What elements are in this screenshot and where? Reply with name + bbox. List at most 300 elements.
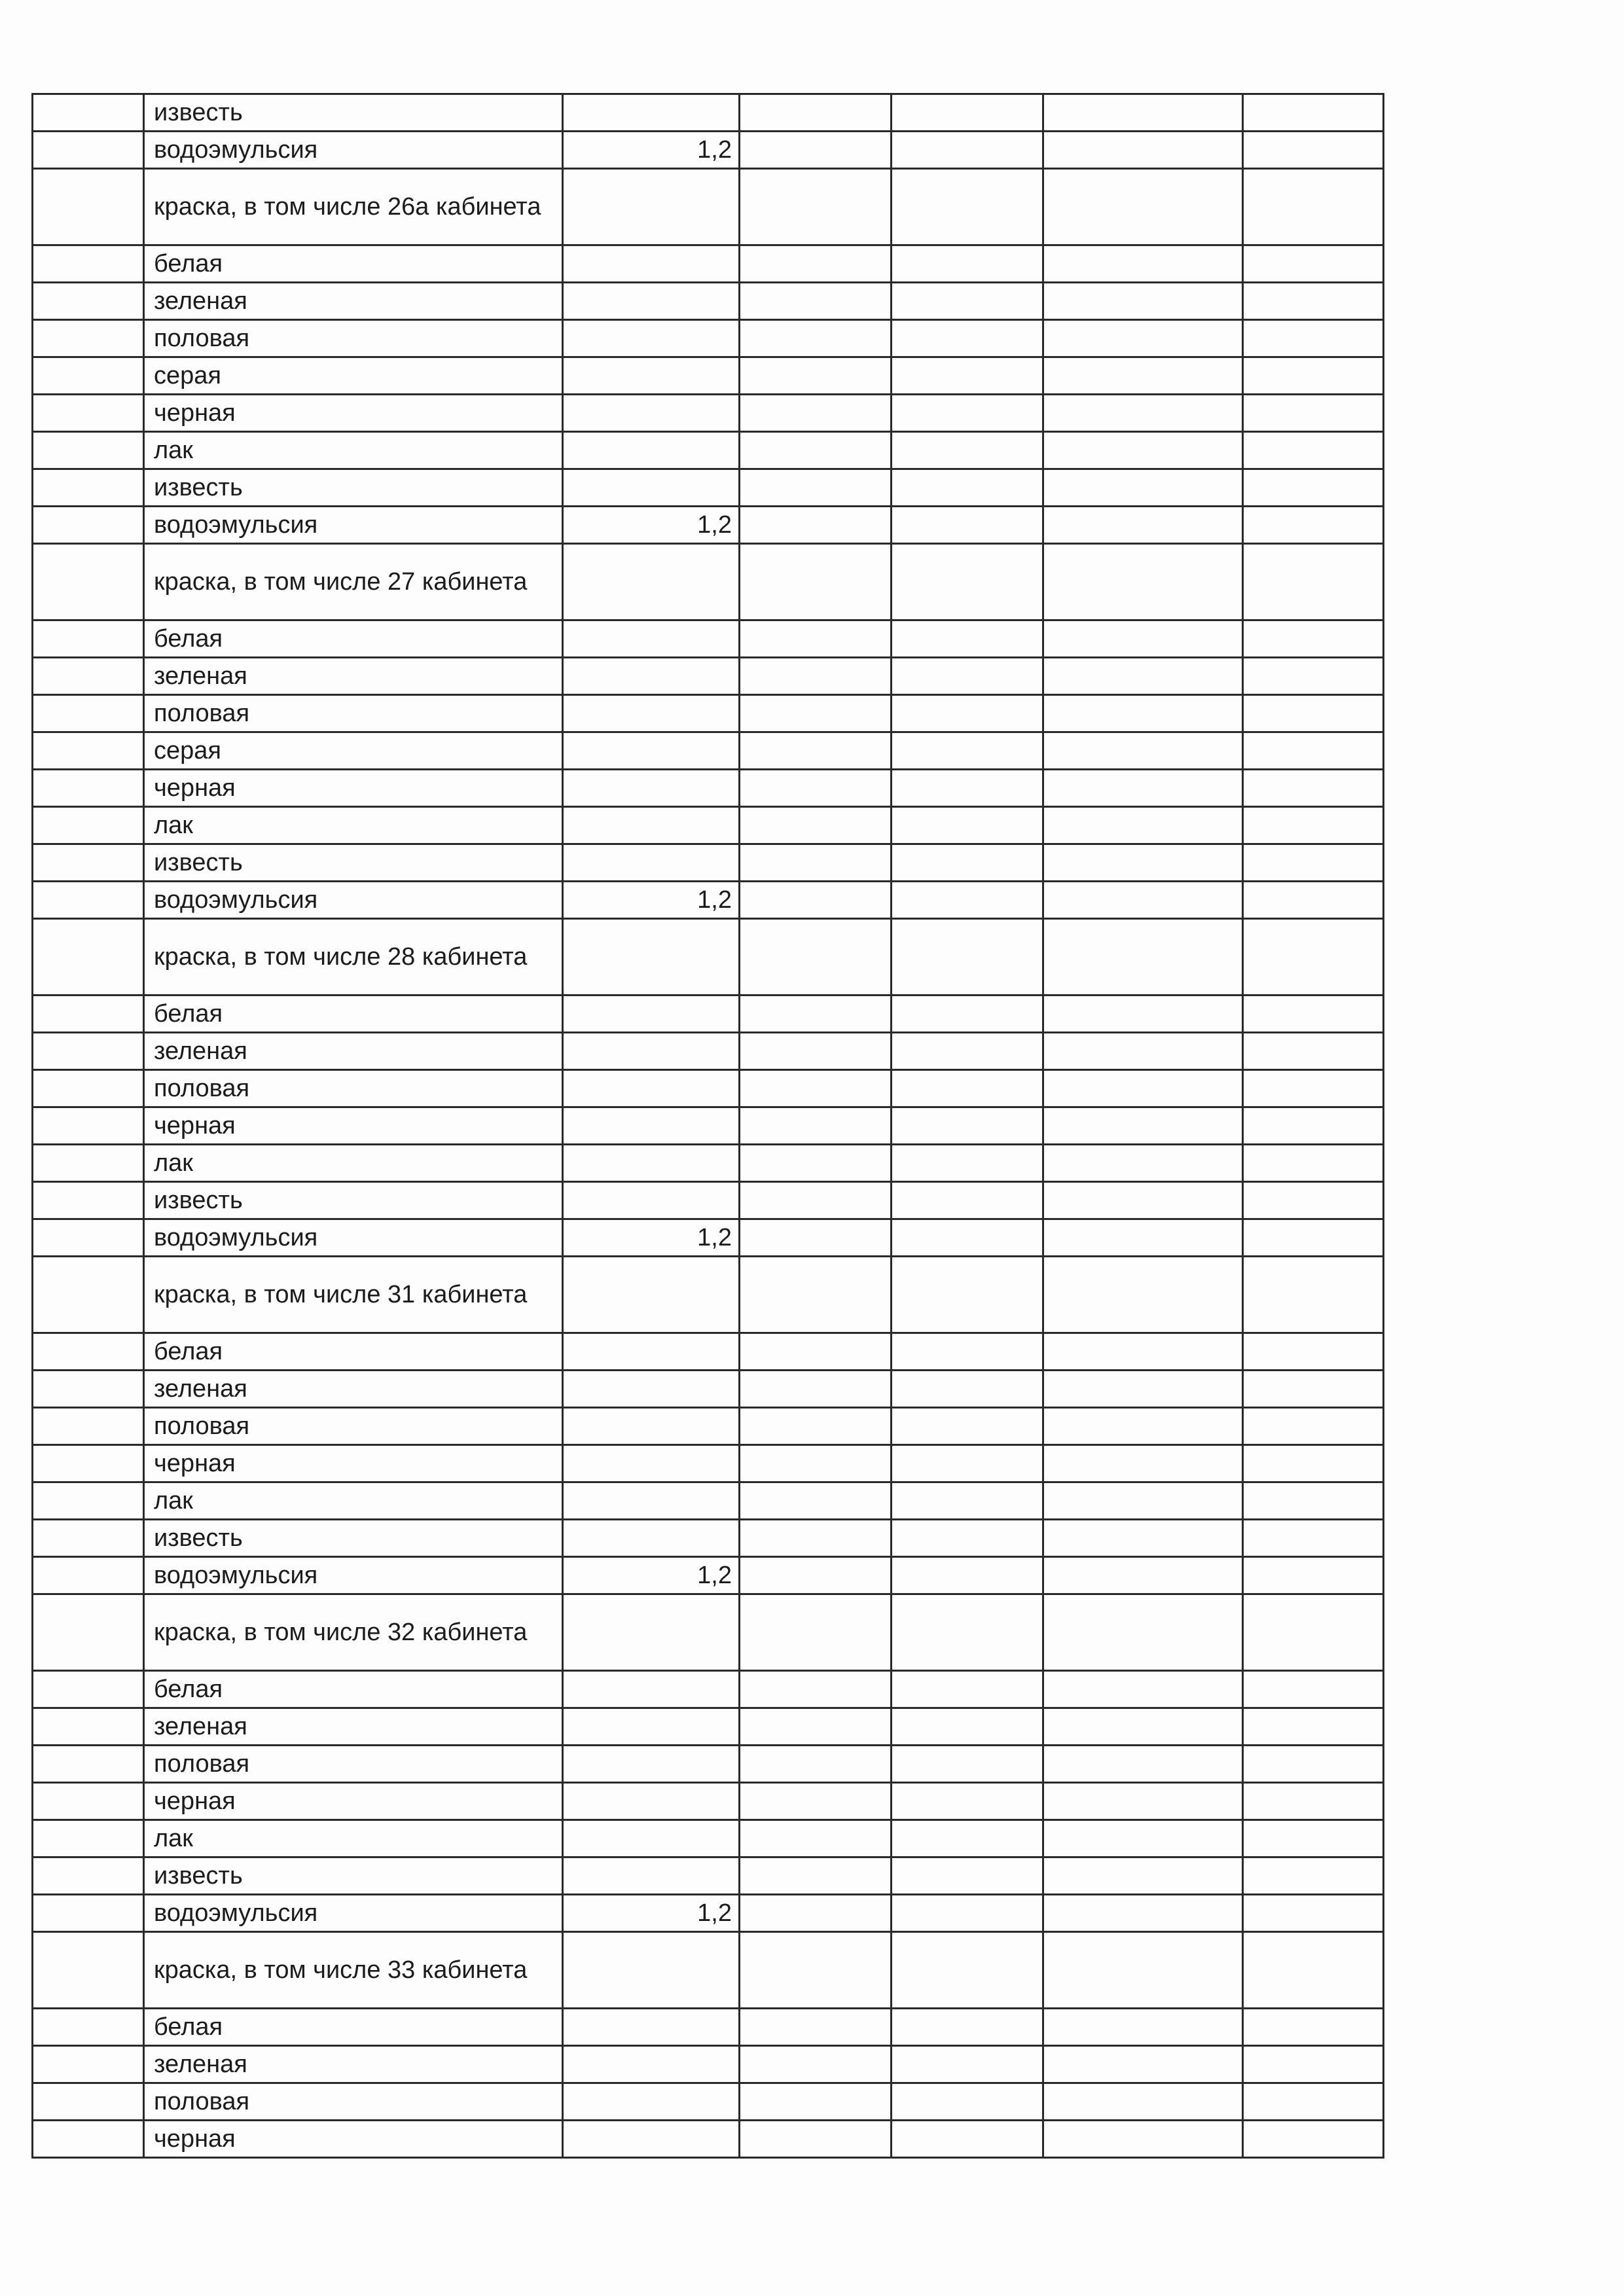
item-name-cell: водоэмульсия (144, 507, 563, 544)
quantity-cell (563, 1820, 740, 1857)
empty-cell (740, 2046, 892, 2083)
index-cell (33, 1857, 144, 1895)
index-cell (33, 882, 144, 919)
table-row (33, 169, 1384, 245)
empty-cell (1243, 1746, 1384, 1783)
empty-cell (740, 1182, 892, 1219)
item-name-cell: известь (144, 844, 563, 882)
quantity-cell (563, 395, 740, 432)
empty-cell (740, 658, 892, 695)
table-row (33, 1708, 1384, 1746)
item-name-cell: краска, в том числе 27 кабинета (144, 544, 563, 620)
empty-cell (1043, 245, 1243, 283)
table-row (33, 1932, 1384, 2009)
empty-cell (1243, 1371, 1384, 1408)
index-cell (33, 1107, 144, 1145)
empty-cell (740, 2083, 892, 2121)
empty-cell (1243, 1857, 1384, 1895)
empty-cell (740, 357, 892, 395)
empty-cell (1043, 357, 1243, 395)
empty-cell (740, 732, 892, 770)
index-cell (33, 2083, 144, 2121)
empty-cell (1043, 432, 1243, 469)
empty-cell (1243, 882, 1384, 919)
index-cell (33, 658, 144, 695)
item-name-cell: зеленая (144, 283, 563, 320)
table-row (33, 1107, 1384, 1145)
empty-cell (1043, 1857, 1243, 1895)
empty-cell (1043, 169, 1243, 245)
table-row (33, 2121, 1384, 2158)
empty-cell (892, 658, 1043, 695)
quantity-cell (563, 1070, 740, 1107)
table-row (33, 1182, 1384, 1219)
empty-cell (892, 245, 1043, 283)
item-name-cell: половая (144, 1408, 563, 1445)
empty-cell (1243, 245, 1384, 283)
index-cell (33, 919, 144, 996)
index-cell (33, 1708, 144, 1746)
index-cell (33, 1033, 144, 1070)
table-row (33, 357, 1384, 395)
item-name-cell: черная (144, 1107, 563, 1145)
empty-cell (1243, 132, 1384, 169)
empty-cell (1243, 169, 1384, 245)
table-row (33, 919, 1384, 996)
empty-cell (1243, 544, 1384, 620)
empty-cell (1243, 1145, 1384, 1182)
empty-cell (1243, 732, 1384, 770)
table-row (33, 432, 1384, 469)
table-row (33, 1145, 1384, 1182)
index-cell (33, 695, 144, 732)
index-cell (33, 844, 144, 882)
empty-cell (740, 1033, 892, 1070)
empty-cell (740, 1445, 892, 1482)
empty-cell (1043, 882, 1243, 919)
table-row (33, 1033, 1384, 1070)
index-cell (33, 507, 144, 544)
quantity-cell (563, 919, 740, 996)
empty-cell (1043, 1783, 1243, 1820)
empty-cell (892, 395, 1043, 432)
empty-cell (892, 1145, 1043, 1182)
empty-cell (740, 807, 892, 844)
empty-cell (740, 320, 892, 357)
empty-cell (1243, 1520, 1384, 1557)
table-row (33, 1371, 1384, 1408)
empty-cell (1043, 1408, 1243, 1445)
empty-cell (892, 1746, 1043, 1783)
item-name-cell: половая (144, 320, 563, 357)
quantity-cell (563, 245, 740, 283)
index-cell (33, 544, 144, 620)
quantity-cell: 1,2 (563, 1219, 740, 1257)
quantity-cell: 1,2 (563, 1895, 740, 1932)
item-name-cell: лак (144, 1482, 563, 1520)
table-row (33, 94, 1384, 132)
empty-cell (740, 2009, 892, 2046)
table-row (33, 1070, 1384, 1107)
item-name-cell: водоэмульсия (144, 1895, 563, 1932)
quantity-cell (563, 2009, 740, 2046)
empty-cell (1243, 1107, 1384, 1145)
empty-cell (1043, 507, 1243, 544)
empty-cell (1043, 395, 1243, 432)
table-row (33, 1333, 1384, 1371)
empty-cell (1043, 1557, 1243, 1594)
empty-cell (892, 283, 1043, 320)
table-row (33, 1557, 1384, 1594)
empty-cell (1043, 1708, 1243, 1746)
empty-cell (1043, 620, 1243, 658)
index-cell (33, 1820, 144, 1857)
empty-cell (892, 469, 1043, 507)
item-name-cell: водоэмульсия (144, 882, 563, 919)
empty-cell (740, 1557, 892, 1594)
empty-cell (740, 620, 892, 658)
quantity-cell (563, 844, 740, 882)
quantity-cell: 1,2 (563, 1557, 740, 1594)
empty-cell (892, 1070, 1043, 1107)
empty-cell (740, 1895, 892, 1932)
table-row (33, 1857, 1384, 1895)
table-row (33, 132, 1384, 169)
table-row (33, 507, 1384, 544)
empty-cell (1243, 1932, 1384, 2009)
index-cell (33, 1746, 144, 1783)
quantity-cell (563, 1033, 740, 1070)
empty-cell (892, 1445, 1043, 1482)
quantity-cell (563, 807, 740, 844)
empty-cell (1243, 1257, 1384, 1333)
empty-cell (892, 1783, 1043, 1820)
quantity-cell (563, 94, 740, 132)
empty-cell (892, 2121, 1043, 2158)
empty-cell (892, 132, 1043, 169)
empty-cell (1043, 1145, 1243, 1182)
empty-cell (1043, 1033, 1243, 1070)
empty-cell (1243, 1594, 1384, 1671)
quantity-cell (563, 2121, 740, 2158)
empty-cell (740, 1857, 892, 1895)
empty-cell (1043, 1520, 1243, 1557)
empty-cell (1243, 507, 1384, 544)
empty-cell (740, 395, 892, 432)
quantity-cell (563, 996, 740, 1033)
index-cell (33, 320, 144, 357)
empty-cell (1043, 732, 1243, 770)
empty-cell (740, 1482, 892, 1520)
quantity-cell (563, 732, 740, 770)
index-cell (33, 1070, 144, 1107)
empty-cell (892, 620, 1043, 658)
empty-cell (1243, 320, 1384, 357)
index-cell (33, 2009, 144, 2046)
quantity-cell (563, 1746, 740, 1783)
table-row (33, 1482, 1384, 1520)
empty-cell (1243, 283, 1384, 320)
empty-cell (892, 1333, 1043, 1371)
table-row (33, 283, 1384, 320)
index-cell (33, 94, 144, 132)
empty-cell (892, 844, 1043, 882)
empty-cell (1243, 395, 1384, 432)
item-name-cell: лак (144, 1820, 563, 1857)
index-cell (33, 357, 144, 395)
quantity-cell (563, 1408, 740, 1445)
table-row (33, 996, 1384, 1033)
empty-cell (892, 1482, 1043, 1520)
empty-cell (1243, 1333, 1384, 1371)
table-row (33, 469, 1384, 507)
quantity-cell (563, 1671, 740, 1708)
table-row (33, 2009, 1384, 2046)
empty-cell (740, 245, 892, 283)
table-row (33, 1671, 1384, 1708)
item-name-cell: зеленая (144, 658, 563, 695)
empty-cell (1243, 919, 1384, 996)
item-name-cell: известь (144, 1520, 563, 1557)
empty-cell (892, 770, 1043, 807)
index-cell (33, 770, 144, 807)
empty-cell (892, 882, 1043, 919)
quantity-cell (563, 1145, 740, 1182)
quantity-cell (563, 770, 740, 807)
quantity-cell (563, 1482, 740, 1520)
empty-cell (1243, 1783, 1384, 1820)
empty-cell (1243, 1219, 1384, 1257)
index-cell (33, 1371, 144, 1408)
empty-cell (1243, 1033, 1384, 1070)
table-row (33, 1594, 1384, 1671)
item-name-cell: водоэмульсия (144, 132, 563, 169)
item-name-cell: зеленая (144, 1371, 563, 1408)
item-name-cell: водоэмульсия (144, 1219, 563, 1257)
empty-cell (740, 1932, 892, 2009)
index-cell (33, 620, 144, 658)
quantity-cell (563, 2083, 740, 2121)
empty-cell (892, 1857, 1043, 1895)
empty-cell (892, 94, 1043, 132)
item-name-cell: зеленая (144, 1033, 563, 1070)
empty-cell (1243, 844, 1384, 882)
empty-cell (740, 882, 892, 919)
empty-cell (1043, 996, 1243, 1033)
empty-cell (1043, 469, 1243, 507)
index-cell (33, 996, 144, 1033)
empty-cell (892, 1408, 1043, 1445)
empty-cell (1043, 695, 1243, 732)
empty-cell (892, 732, 1043, 770)
quantity-cell: 1,2 (563, 132, 740, 169)
empty-cell (1043, 2083, 1243, 2121)
quantity-cell (563, 1708, 740, 1746)
empty-cell (1043, 807, 1243, 844)
empty-cell (892, 544, 1043, 620)
empty-cell (740, 1107, 892, 1145)
empty-cell (740, 1820, 892, 1857)
quantity-cell (563, 1445, 740, 1482)
empty-cell (1043, 1482, 1243, 1520)
quantity-cell (563, 1182, 740, 1219)
index-cell (33, 283, 144, 320)
empty-cell (1243, 1445, 1384, 1482)
table-row (33, 695, 1384, 732)
empty-cell (1243, 469, 1384, 507)
empty-cell (1243, 1070, 1384, 1107)
index-cell (33, 132, 144, 169)
table-row (33, 1520, 1384, 1557)
empty-cell (740, 169, 892, 245)
index-cell (33, 1333, 144, 1371)
empty-cell (1043, 320, 1243, 357)
empty-cell (892, 1520, 1043, 1557)
index-cell (33, 1557, 144, 1594)
empty-cell (740, 1333, 892, 1371)
index-cell (33, 1594, 144, 1671)
empty-cell (1043, 919, 1243, 996)
table-row (33, 1895, 1384, 1932)
empty-cell (740, 695, 892, 732)
empty-cell (892, 1708, 1043, 1746)
empty-cell (740, 507, 892, 544)
empty-cell (1243, 1408, 1384, 1445)
index-cell (33, 2046, 144, 2083)
empty-cell (892, 807, 1043, 844)
item-name-cell: краска, в том числе 28 кабинета (144, 919, 563, 996)
empty-cell (1243, 2083, 1384, 2121)
empty-cell (892, 1671, 1043, 1708)
quantity-cell (563, 658, 740, 695)
empty-cell (892, 2046, 1043, 2083)
quantity-cell: 1,2 (563, 507, 740, 544)
item-name-cell: лак (144, 1145, 563, 1182)
table-row (33, 658, 1384, 695)
empty-cell (892, 919, 1043, 996)
quantity-cell (563, 1594, 740, 1671)
table-row (33, 1820, 1384, 1857)
empty-cell (1243, 620, 1384, 658)
empty-cell (740, 1520, 892, 1557)
empty-cell (892, 432, 1043, 469)
empty-cell (1043, 1257, 1243, 1333)
table-row (33, 620, 1384, 658)
index-cell (33, 1932, 144, 2009)
quantity-cell (563, 1520, 740, 1557)
empty-cell (1043, 770, 1243, 807)
empty-cell (740, 1408, 892, 1445)
quantity-cell (563, 432, 740, 469)
empty-cell (1043, 1219, 1243, 1257)
table-row (33, 732, 1384, 770)
empty-cell (1043, 1671, 1243, 1708)
index-cell (33, 469, 144, 507)
empty-cell (740, 1219, 892, 1257)
empty-cell (1043, 1895, 1243, 1932)
empty-cell (1243, 996, 1384, 1033)
index-cell (33, 1783, 144, 1820)
quantity-cell (563, 283, 740, 320)
empty-cell (1043, 132, 1243, 169)
item-name-cell: белая (144, 245, 563, 283)
empty-cell (1043, 283, 1243, 320)
quantity-cell (563, 1857, 740, 1895)
item-name-cell: белая (144, 2009, 563, 2046)
empty-cell (1243, 2046, 1384, 2083)
empty-cell (1243, 1182, 1384, 1219)
empty-cell (1043, 1746, 1243, 1783)
index-cell (33, 1671, 144, 1708)
item-name-cell: известь (144, 469, 563, 507)
empty-cell (892, 507, 1043, 544)
table-body (33, 94, 1384, 2158)
quantity-cell (563, 620, 740, 658)
empty-cell (1243, 1895, 1384, 1932)
item-name-cell: известь (144, 1857, 563, 1895)
item-name-cell: краска, в том числе 31 кабинета (144, 1257, 563, 1333)
index-cell (33, 395, 144, 432)
item-name-cell: половая (144, 1746, 563, 1783)
index-cell (33, 807, 144, 844)
index-cell (33, 1482, 144, 1520)
empty-cell (740, 1746, 892, 1783)
empty-cell (1043, 1594, 1243, 1671)
empty-cell (892, 1932, 1043, 2009)
quantity-cell (563, 2046, 740, 2083)
table-row (33, 1408, 1384, 1445)
item-name-cell: белая (144, 620, 563, 658)
empty-cell (1043, 1070, 1243, 1107)
empty-cell (892, 1219, 1043, 1257)
empty-cell (740, 2121, 892, 2158)
empty-cell (1243, 94, 1384, 132)
empty-cell (740, 1594, 892, 1671)
empty-cell (1043, 1371, 1243, 1408)
empty-cell (892, 1182, 1043, 1219)
empty-cell (1043, 1182, 1243, 1219)
empty-cell (1043, 2009, 1243, 2046)
empty-cell (1243, 770, 1384, 807)
empty-cell (1043, 1333, 1243, 1371)
item-name-cell: серая (144, 357, 563, 395)
empty-cell (892, 320, 1043, 357)
empty-cell (740, 469, 892, 507)
empty-cell (1243, 1482, 1384, 1520)
empty-cell (892, 2009, 1043, 2046)
quantity-cell (563, 320, 740, 357)
quantity-cell (563, 357, 740, 395)
item-name-cell: половая (144, 1070, 563, 1107)
empty-cell (1243, 1820, 1384, 1857)
index-cell (33, 732, 144, 770)
item-name-cell: зеленая (144, 1708, 563, 1746)
table-row (33, 770, 1384, 807)
table-row (33, 1445, 1384, 1482)
empty-cell (740, 1708, 892, 1746)
empty-cell (1243, 658, 1384, 695)
item-name-cell: зеленая (144, 2046, 563, 2083)
empty-cell (892, 1033, 1043, 1070)
empty-cell (892, 357, 1043, 395)
index-cell (33, 1895, 144, 1932)
empty-cell (740, 1257, 892, 1333)
quantity-cell (563, 1783, 740, 1820)
empty-cell (892, 1895, 1043, 1932)
index-cell (33, 2121, 144, 2158)
item-name-cell: белая (144, 1333, 563, 1371)
empty-cell (1043, 94, 1243, 132)
